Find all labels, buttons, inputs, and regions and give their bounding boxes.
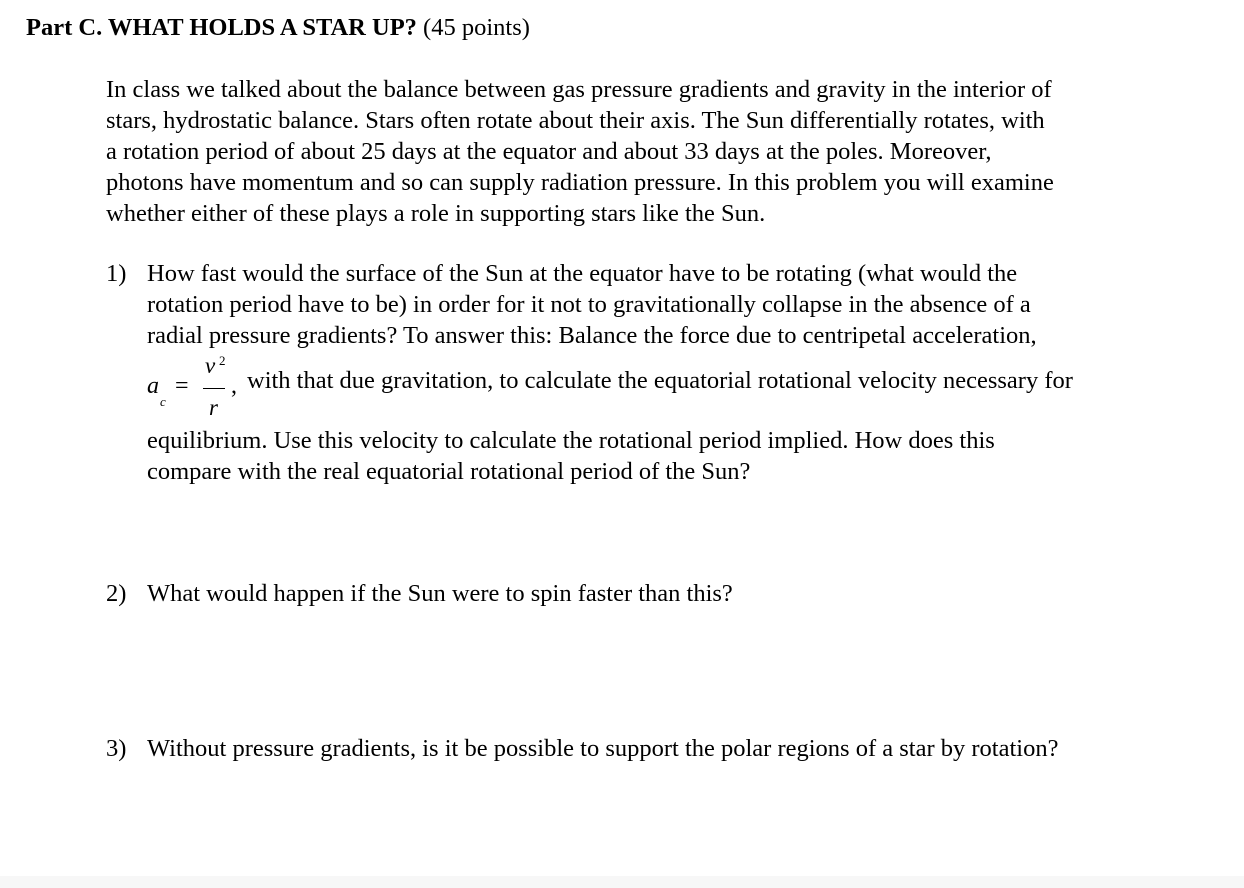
centripetal-acceleration-formula	[147, 351, 247, 425]
question-line: compare with the real equatorial rotational period of the Sun?	[147, 458, 751, 485]
question-number: 2)	[106, 580, 127, 607]
formula-numerator-exponent: 2	[219, 353, 226, 368]
question-line: What would happen if the Sun were to spin faster than this?	[147, 580, 733, 607]
formula-equals: =	[175, 373, 189, 399]
formula-comma: ,	[231, 373, 237, 399]
question-text	[147, 258, 1227, 487]
question-text	[147, 578, 1227, 609]
formula-lhs: a	[147, 373, 159, 399]
intro-paragraph	[106, 74, 1226, 229]
formula-lhs-subscript: c	[160, 394, 166, 409]
intro-line: In class we talked about the balance between gas pressure gradients and gravity in the interior of	[106, 76, 1052, 103]
question-line: rotation period have to be) in order for it not to gravitationally collapse in the absence of a	[147, 291, 1031, 318]
section-heading	[26, 12, 530, 44]
question-line: Without pressure gradients, is it be possible to support the polar regions of a star by rotation?	[147, 735, 1059, 762]
question-number: 1)	[106, 260, 127, 287]
question-number: 3)	[106, 735, 127, 762]
formula-numerator: v	[205, 353, 216, 378]
formula-denominator: r	[209, 395, 218, 420]
intro-line: a rotation period of about 25 days at the equator and about 33 days at the poles. Moreover,	[106, 138, 992, 165]
intro-line: photons have momentum and so can supply radiation pressure. In this problem you will examine	[106, 169, 1054, 196]
question-text	[147, 733, 1227, 764]
question-line: with that due gravitation, to calculate the equatorial rotational velocity necessary for	[247, 367, 1073, 394]
section-title: Part C. WHAT HOLDS A STAR UP?	[26, 14, 417, 41]
page-bottom-edge	[0, 876, 1244, 888]
section-points: (45 points)	[423, 14, 530, 41]
question-line: How fast would the surface of the Sun at the equator have to be rotating (what would the	[147, 260, 1018, 287]
fraction-bar	[203, 388, 225, 389]
intro-line: stars, hydrostatic balance. Stars often rotate about their axis. The Sun differentially rotates, with	[106, 107, 1045, 134]
question-line: radial pressure gradients? To answer this: Balance the force due to centripetal acceleration,	[147, 322, 1037, 349]
intro-line: whether either of these plays a role in supporting stars like the Sun.	[106, 200, 766, 227]
formula-line	[147, 351, 1227, 425]
question-line: equilibrium. Use this velocity to calculate the rotational period implied. How does this	[147, 427, 995, 454]
